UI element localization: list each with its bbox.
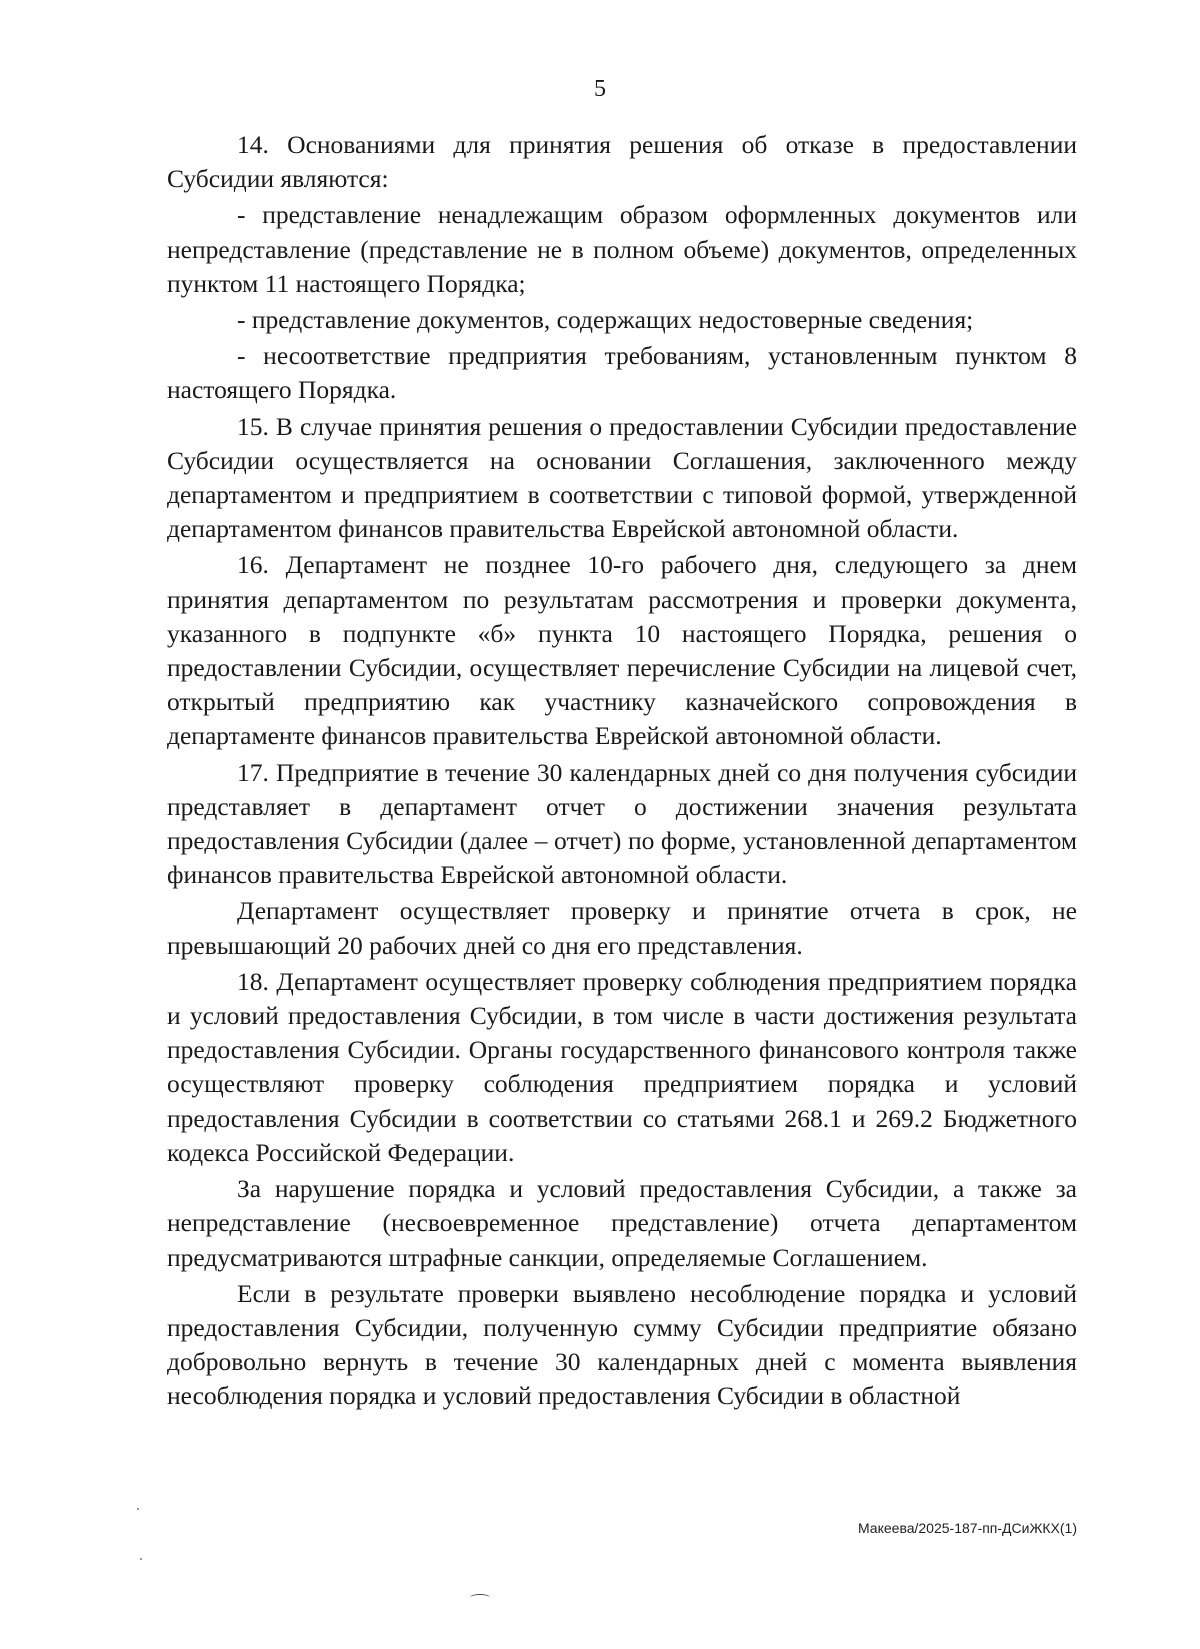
paragraph-18-penalties: За нарушение порядка и условий предоставления Субсидии, а также за непредставление (несвоевременное представление) отчета департаментом предусматриваются штрафные санкции, определяемые Соглашением. — [167, 1174, 1077, 1272]
paragraph-18-refund: Если в результате проверки выявлено несоблюдение порядка и условий предоставления Субсидии, полученную сумму Субсидии предприятие обязано добровольно вернуть в течение 30 календарных дней с момента выявления несоблюдения порядка и условий предоставления Субсидии в областной — [167, 1278, 1077, 1411]
scan-artifact-dot — [137, 1508, 139, 1510]
scan-artifact-mark — [470, 1594, 490, 1601]
page-number: 5 — [594, 76, 606, 102]
paragraph-14: 14. Основаниями для принятия решения об отказе в предоставлении Субсидии являются: — [167, 130, 1077, 194]
scan-artifact-dot — [140, 1558, 142, 1560]
paragraph-14-item-3: - несоответствие предприятия требованиям, установленным пунктом 8 настоящего Порядка. — [167, 341, 1077, 405]
paragraph-14-item-2: - представление документов, содержащих недостоверные сведения; — [237, 305, 974, 335]
paragraph-14-item-1: - представление ненадлежащим образом оформленных документов или непредставление (представление не в полном объеме) документов, определенных пунктом 11 настоящего Порядка; — [167, 200, 1077, 298]
paragraph-15: 15. В случае принятия решения о предоставлении Субсидии предоставление Субсидии осуществляется на основании Соглашения, заключенного между департаментом и предприятием в соответствии с типовой формой, утвержденной департаментом финансов правительства Еврейской автономной области. — [167, 411, 1077, 544]
footer-document-reference: Макеева/2025-187-пп-ДСиЖКХ(1) — [857, 1520, 1077, 1536]
paragraph-18: 18. Департамент осуществляет проверку соблюдения предприятием порядка и условий предоставления Субсидии, в том числе в части достижения результата предоставления Субсидии. Органы государственного финансового контроля также осуществляют проверку соблюдения предприятием порядка и условий предоставления Субсидии в соответствии со статьями 268.1 и 269.2 Бюджетного кодекса Российской Федерации. — [167, 966, 1077, 1167]
paragraph-17: 17. Предприятие в течение 30 календарных дней со дня получения субсидии представляет в департамент отчет о достижении значения результата предоставления Субсидии (далее – отчет) по форме, установленной департаментом финансов правительства Еврейской автономной области. — [167, 757, 1077, 890]
paragraph-16: 16. Департамент не позднее 10-го рабочего дня, следующего за днем принятия департаментом по результатам рассмотрения и проверки документа, указанного в подпункте «б» пункта 10 настоящего Порядка, решения о предоставлении Субсидии, осуществляет перечисление Субсидии на лицевой счет, открытый предприятию как участнику казначейского сопровождения в департаменте финансов правительства Еврейской автономной области. — [167, 550, 1077, 751]
paragraph-17-continued: Департамент осуществляет проверку и принятие отчета в срок, не превышающий 20 рабочих дней со дня его представления. — [167, 896, 1077, 960]
document-body — [167, 128, 1077, 1416]
